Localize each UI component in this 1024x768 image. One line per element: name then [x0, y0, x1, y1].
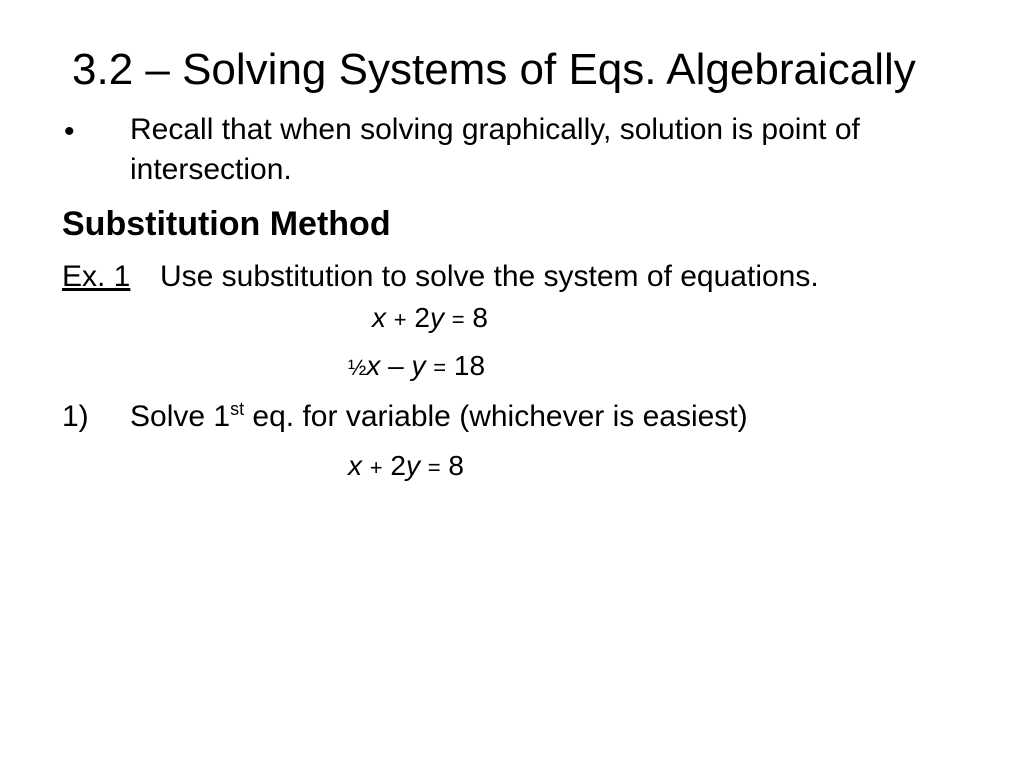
eq2-rhs: 18: [453, 350, 486, 381]
eq3-rhs: 8: [448, 450, 464, 481]
eq2-y: y: [411, 350, 426, 381]
example-instructions: Use substitution to solve the system of equations.: [160, 260, 819, 293]
eq2-x: x: [366, 350, 381, 381]
bullet-marker: •: [64, 115, 75, 148]
eq1-rhs: 8: [472, 302, 488, 333]
eq1-plus: +: [393, 307, 407, 332]
eq1-y: y: [430, 302, 444, 333]
bullet-text-line2: intersection.: [130, 153, 292, 186]
equation-1: [372, 304, 488, 332]
eq2-minus: –: [388, 350, 404, 381]
example-label: Ex. 1: [62, 260, 131, 293]
eq3-equals: =: [427, 455, 441, 480]
slide-title: 3.2 – Solving Systems of Eqs. Algebraically: [72, 45, 916, 94]
equation-3: [348, 452, 464, 480]
step-text-post: eq. for variable (whichever is easiest): [244, 400, 748, 433]
eq1-x: x: [372, 302, 386, 333]
eq3-y: y: [406, 450, 420, 481]
equation-2: [348, 352, 485, 380]
eq1-coef: 2: [414, 302, 430, 333]
eq1-equals: =: [451, 307, 465, 332]
step-text-pre: Solve 1: [130, 400, 231, 433]
eq2-equals: =: [433, 355, 447, 380]
step-ordinal-suffix: st: [230, 399, 245, 419]
eq3-plus: +: [369, 455, 383, 480]
eq3-coef: 2: [390, 450, 406, 481]
step-text: [130, 399, 748, 433]
step-number: 1): [62, 400, 89, 433]
bullet-text-line1: Recall that when solving graphically, solution is point of: [130, 113, 860, 146]
eq2-half: ½: [348, 355, 367, 380]
section-heading: Substitution Method: [62, 205, 391, 243]
eq3-x: x: [348, 450, 362, 481]
